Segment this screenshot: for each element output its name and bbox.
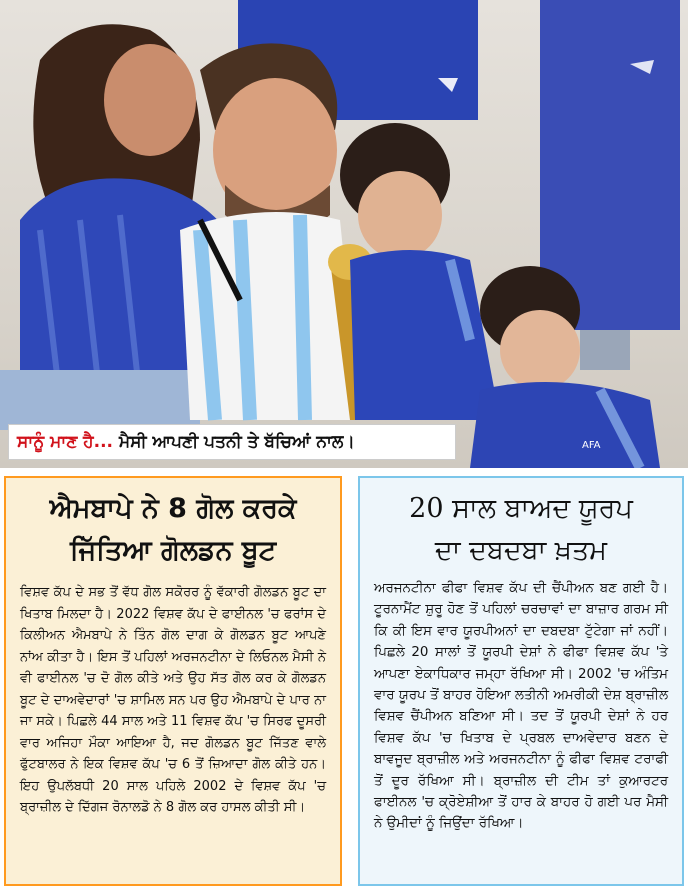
story-europe-dominance (358, 476, 684, 886)
boy-jersey (350, 250, 500, 420)
headline-line-1: ਐਮਬਾਪੇ ਨੇ 8 ਗੋਲ ਕਰਕੇ (49, 493, 297, 524)
boot-shape (580, 330, 630, 370)
boy2-face (500, 310, 580, 390)
story-headline (374, 488, 668, 572)
afa-badge: AFA (582, 440, 601, 451)
story-headline (20, 488, 326, 572)
woman-jeans (0, 370, 200, 430)
story-body: ਵਿਸ਼ਵ ਕੱਪ ਦੇ ਸਭ ਤੋਂ ਵੱਧ ਗੋਲ ਸਕੋਰਰ ਨੂੰ ਵੱਕਾਰੀ ਗੋਲਡਨ ਬੂਟ ਦਾ ਖਿਤਾਬ ਮਿਲਦਾ ਹੈ। 2022 ਵਿਸ਼ਵ ਕੱਪ ਦੇ ਫਾਈਨਲ 'ਚ ਫਰਾਂਸ ਦੇ ਕਿਲੀਅਨ ਐਮਬਾਪੇ ਨੇ ਤਿੰਨ ਗੋਲ ਦਾਗ ਕੇ ਗੋਲਡਨ ਬੂਟ ਆਪਣੇ ਨਾਂਅ ਕੀਤਾ ਹੈ। ਇਸ ਤੋਂ ਪਹਿਲਾਂ ਅਰਜਨਟੀਨਾ ਦੇ ਲਿਓਨਲ ਮੈਸੀ ਨੇ ਵੀ ਫਾਈਨਲ 'ਚ ਦੋ ਗੋਲ ਕੀਤੇ ਅਤੇ ਉਹ ਸੱਤ ਗੋਲ ਕਰ ਕੇ ਗੋਲਡਨ ਬੂਟ ਦੇ ਦਾਅਵੇਦਾਰਾਂ 'ਚ ਸ਼ਾਮਿਲ ਸਨ ਪਰ ਉਹ ਐਮਬਾਪੇ ਦੇ ਪਾਰ ਨਾ ਜਾ ਸਕੇ। ਪਿਛਲੇ 44 ਸਾਲ ਅਤੇ 11 ਵਿਸ਼ਵ ਕੱਪ 'ਚ ਸਿਰਫ ਦੂਸਰੀ ਵਾਰ ਅਜਿਹਾ ਮੌਕਾ ਆਇਆ ਹੈ, ਜਦ ਗੋਲਡਨ ਬੂਟ ਜਿੱਤਣ ਵਾਲੇ ਫੁੱਟਬਾਲਰ ਨੇ ਇਕ ਵਿਸ਼ਵ ਕੱਪ 'ਚ 6 ਤੋਂ ਜ਼ਿਆਦਾ ਗੋਲ ਕੀਤੇ ਹਨ। ਇਹ ਉਪਲੱਬਧੀ 20 ਸਾਲ ਪਹਿਲੇ 2002 ਦੇ ਵਿਸ਼ਵ ਕੱਪ 'ਚ ਬ੍ਰਾਜ਼ੀਲ ਦੇ ਦਿੱਗਜ ਰੋਨਾਲਡੋ ਨੇ 8 ਗੋਲ ਕਰ ਹਾਸਲ ਕੀਤੀ ਸੀ। (20, 585, 326, 815)
headline-line-1: 20 ਸਾਲ ਬਾਅਦ ਯੂਰਪ (409, 493, 633, 524)
story-body: ਅਰਜਨਟੀਨਾ ਫੀਫਾ ਵਿਸ਼ਵ ਕੱਪ ਦੀ ਚੈਂਪੀਅਨ ਬਣ ਗਈ ਹੈ। ਟੂਰਨਾਮੈਂਟ ਸ਼ੁਰੂ ਹੋਣ ਤੋਂ ਪਹਿਲਾਂ ਚਰਚਾਵਾਂ ਦਾ ਬਾਜ਼ਾਰ ਗਰਮ ਸੀ ਕਿ ਕੀ ਇਸ ਵਾਰ ਯੂਰਪੀਅਨਾਂ ਦਾ ਦਬਦਬਾ ਟੁੱਟੇਗਾ ਜਾਂ ਨਹੀਂ। ਪਿਛਲੇ 20 ਸਾਲਾਂ ਤੋਂ ਯੂਰਪੀ ਦੇਸ਼ਾਂ ਨੇ ਫੀਫਾ ਵਿਸ਼ਵ ਕੱਪ 'ਤੇ ਆਪਣਾ ਏਕਾਧਿਕਾਰ ਜਮ੍ਹਾ ਰੱਖਿਆ ਸੀ। 2002 'ਚ ਅੰਤਿਮ ਵਾਰ ਯੂਰਪ ਤੋਂ ਬਾਹਰ ਹੋਇਆ ਲਤੀਨੀ ਅਮਰੀਕੀ ਦੇਸ਼ ਬ੍ਰਾਜ਼ੀਲ ਵਿਸ਼ਵ ਚੈਂਪੀਅਨ ਬਣਿਆ ਸੀ। ਤਦ ਤੋਂ ਯੂਰਪੀ ਦੇਸ਼ਾਂ ਨੇ ਹਰ ਵਿਸ਼ਵ ਕੱਪ 'ਚ ਖਿਤਾਬ ਦੇ ਪ੍ਰਬਲ ਦਾਅਵੇਦਾਰ ਬਣਨ ਦੇ ਬਾਵਜੂਦ ਬ੍ਰਾਜ਼ੀਲ ਅਤੇ ਅਰਜਨਟੀਨਾ ਨੂੰ ਫੀਫਾ ਵਿਸ਼ਵ ਟਰਾਫੀ ਤੋਂ ਦੂਰ ਰੱਖਿਆ ਸੀ। ਬ੍ਰਾਜ਼ੀਲ ਦੀ ਟੀਮ ਤਾਂ ਕੁਆਰਟਰ ਫਾਈਨਲ 'ਚ ਕ੍ਰੋਏਸ਼ੀਆ ਤੋਂ ਹਾਰ ਕੇ ਬਾਹਰ ਹੋ ਗਈ ਪਰ ਮੈਸੀ ਨੇ ਉਮੀਦਾਂ ਨੂੰ ਜਿਉਂਦਾ ਰੱਖਿਆ। (374, 581, 668, 832)
story-golden-boot (4, 476, 342, 886)
woman-face (104, 44, 196, 156)
caption-lead: ਸਾਨੂੰ ਮਾਣ ਹੈ... (17, 432, 113, 452)
photo-caption (8, 424, 456, 460)
headline-line-2: ਜਿੱਤਿਆ ਗੋਲਡਨ ਬੂਟ (69, 535, 277, 566)
headline-line-2: ਦਾ ਦਬਦਬਾ ਖ਼ਤਮ (434, 535, 608, 566)
boy-face (358, 171, 442, 259)
caption-text: ਮੈਸੀ ਆਪਣੀ ਪਤਨੀ ਤੇ ਬੱਚਿਆਂ ਨਾਲ। (119, 432, 355, 452)
